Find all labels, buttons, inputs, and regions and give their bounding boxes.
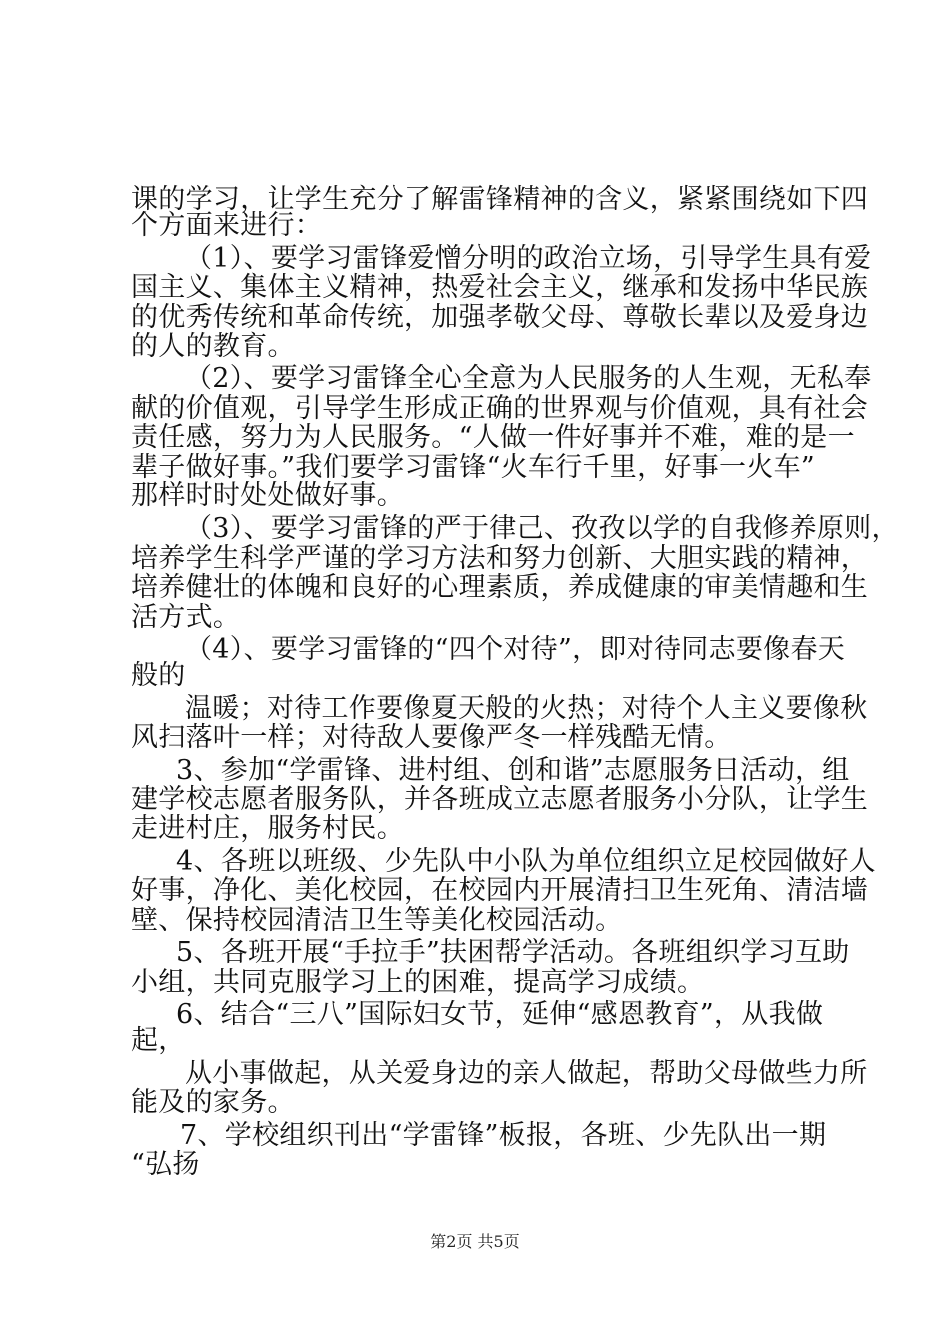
text-line: 国主义、集体主义精神，热爱社会主义，继承和发扬中华民族 <box>131 272 869 303</box>
text-line: 7、学校组织刊出“学雷锋”板报，各班、少先队出一期 <box>180 1120 827 1151</box>
text-line: 4、各班以班级、少先队中小队为单位组织立足校园做好人 <box>176 846 876 877</box>
text-line: 6、结合“三八”国际妇女节，延伸“感恩教育”，从我做 <box>176 999 824 1030</box>
text-line: （1）、要学习雷锋爱憎分明的政治立场，引导学生具有爱 <box>185 243 872 274</box>
text-line: 好事，净化、美化校园，在校园内开展清扫卫生死角、清洁墙 <box>131 875 869 906</box>
text-line: 责任感，努力为人民服务。“人做一件好事并不难，难的是一 <box>131 422 855 453</box>
text-line: 风扫落叶一样；对待敌人要像严冬一样残酷无情。 <box>131 722 732 753</box>
text-line: 那样时时处处做好事。 <box>131 480 404 511</box>
text-line: 5、各班开展“手拉手”扶困帮学活动。各班组织学习互助 <box>176 937 850 968</box>
text-line: （2）、要学习雷锋全心全意为人民服务的人生观，无私奉 <box>185 363 872 394</box>
text-line: 能及的家务。 <box>131 1087 295 1118</box>
text-line: （4）、要学习雷锋的“四个对待”，即对待同志要像春天 <box>185 634 846 665</box>
text-line: 献的价值观，引导学生形成正确的世界观与价值观，具有社会 <box>131 393 869 424</box>
text-line: 小组，共同克服学习上的困难，提高学习成绩。 <box>131 967 705 998</box>
text-line: 壁、保持校园清洁卫生等美化校园活动。 <box>131 905 623 936</box>
text-line: 课的学习，让学生充分了解雷锋精神的含义，紧紧围绕如下四 <box>131 184 869 215</box>
text-line: 培养健壮的体魄和良好的心理素质，养成健康的审美情趣和生 <box>131 572 869 603</box>
text-line: 培养学生科学严谨的学习方法和努力创新、大胆实践的精神， <box>131 543 869 574</box>
text-line: 温暖；对待工作要像夏天般的火热；对待个人主义要像秋 <box>185 693 868 724</box>
text-line: 的优秀传统和革命传统，加强孝敬父母、尊敬长辈以及爱身边 <box>131 302 869 333</box>
text-line: 走进村庄，服务村民。 <box>131 813 404 844</box>
text-line: 般的 <box>131 660 186 691</box>
text-line: 起， <box>131 1025 186 1056</box>
text-line: 个方面来进行： <box>131 210 323 241</box>
page-footer: 第2页 共5页 <box>430 1232 520 1251</box>
text-line: （3）、要学习雷锋的严于律己、孜孜以学的自我修养原则， <box>185 513 899 544</box>
text-line: 活方式。 <box>131 602 241 633</box>
text-line: 辈子做好事。”我们要学习雷锋“火车行千里，好事一火车” <box>131 452 816 483</box>
text-line: 从小事做起，从关爱身边的亲人做起，帮助父母做些力所 <box>185 1058 868 1089</box>
text-line: 的人的教育。 <box>131 331 295 362</box>
text-line: “弘扬 <box>131 1149 200 1180</box>
text-line: 3、参加“学雷锋、进村组、创和谐”志愿服务日活动，组 <box>176 755 850 786</box>
text-line: 建学校志愿者服务队，并各班成立志愿者服务小分队，让学生 <box>131 784 869 815</box>
